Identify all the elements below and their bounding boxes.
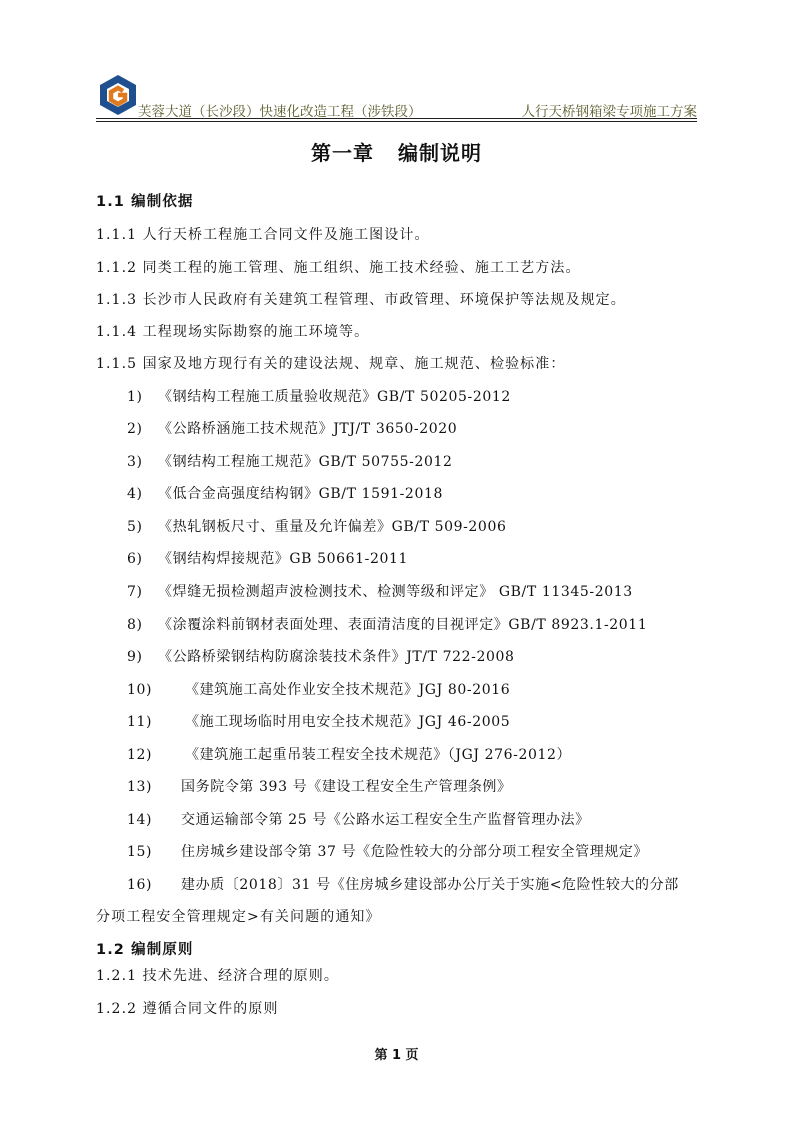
- list-item: [127, 483, 443, 503]
- company-logo: [96, 73, 140, 117]
- paragraph-1-1-1: 1.1.1 人行天桥工程施工合同文件及施工图设计。: [96, 227, 430, 243]
- list-item-text: 国务院令第 393 号《建设工程安全生产管理条例》: [181, 779, 512, 795]
- list-item-number: 15): [127, 844, 153, 860]
- list-item-number: 8): [127, 617, 143, 633]
- list-item-text: 建办质〔2018〕31 号《住房城乡建设部办公厅关于实施<危险性较大的分部: [181, 877, 679, 893]
- header-project-name: 芙蓉大道（长沙段）快速化改造工程（涉铁段）: [138, 104, 422, 120]
- list-item-text: 《低合金高强度结构钢》GB/T 1591-2018: [158, 486, 443, 502]
- list-item-continuation: 分项工程安全管理规定>有关问题的通知》: [96, 909, 381, 925]
- chapter-title: [0, 137, 793, 166]
- list-item-number: 1): [127, 389, 143, 405]
- section-heading-1-2: 1.2 编制原则: [96, 942, 194, 958]
- paragraph-1-2-1: 1.2.1 技术先进、经济合理的原则。: [96, 968, 339, 984]
- list-item-text: 《焊缝无损检测超声波检测技术、检测等级和评定》 GB/T 11345-2013: [158, 584, 633, 600]
- list-item: [127, 874, 679, 894]
- list-item: [127, 776, 512, 796]
- list-item-text: 《建筑施工高处作业安全技术规范》JGJ 80-2016: [185, 682, 511, 698]
- list-item-number: 4): [127, 486, 143, 502]
- list-item: [127, 451, 452, 471]
- list-item: [127, 744, 571, 764]
- list-item-number: 13): [127, 779, 153, 795]
- chapter-number: 第一章: [311, 141, 374, 165]
- chapter-name: 编制说明: [398, 141, 482, 165]
- list-item: [127, 548, 408, 568]
- list-item: [127, 516, 506, 536]
- list-item-text: 交通运输部令第 25 号《公路水运工程安全生产监督管理办法》: [181, 812, 590, 828]
- header-rule: [96, 118, 697, 119]
- paragraph-1-1-3: 1.1.3 长沙市人民政府有关建筑工程管理、市政管理、环境保护等法规及规定。: [96, 292, 626, 308]
- list-item-number: 10): [127, 682, 153, 698]
- list-item-text: 《施工现场临时用电安全技术规范》JGJ 46-2005: [185, 714, 511, 730]
- header-document-title: 人行天桥钢箱梁专项施工方案: [521, 104, 697, 120]
- list-item-text: 《公路桥梁钢结构防腐涂装技术条件》JT/T 722-2008: [158, 649, 515, 665]
- list-item-text: 《热轧钢板尺寸、重量及允许偏差》GB/T 509-2006: [158, 519, 507, 535]
- list-item-text: 《钢结构焊接规范》GB 50661-2011: [158, 551, 409, 567]
- list-item-number: 11): [127, 714, 153, 730]
- list-item-text: 《钢结构工程施工质量验收规范》GB/T 50205-2012: [158, 389, 511, 405]
- list-item: [127, 386, 511, 406]
- list-item-text: 《涂覆涂料前钢材表面处理、表面清洁度的目视评定》GB/T 8923.1-2011: [158, 617, 648, 633]
- list-item: [127, 614, 647, 634]
- list-item-number: 9): [127, 649, 143, 665]
- paragraph-1-1-2: 1.1.2 同类工程的施工管理、施工组织、施工技术经验、施工工艺方法。: [96, 260, 581, 276]
- list-item: [127, 581, 633, 601]
- page-number: 第 1 页: [374, 1048, 419, 1063]
- list-item: [127, 679, 510, 699]
- list-item: [127, 809, 590, 829]
- list-item: [127, 418, 457, 438]
- list-item: [127, 646, 515, 666]
- section-heading-1-1: 1.1 编制依据: [96, 194, 194, 210]
- list-item-text: 《建筑施工起重吊装工程安全技术规范》（JGJ 276-2012）: [185, 747, 572, 763]
- list-item-text: 《钢结构工程施工规范》GB/T 50755-2012: [158, 454, 453, 470]
- list-item: [127, 711, 510, 731]
- list-item-number: 16): [127, 877, 153, 893]
- list-item-number: 7): [127, 584, 143, 600]
- list-item: [127, 841, 648, 861]
- list-item-number: 14): [127, 812, 153, 828]
- list-item-text: 《公路桥涵施工技术规范》JTJ/T 3650-2020: [158, 421, 458, 437]
- list-item-number: 6): [127, 551, 143, 567]
- list-item-number: 2): [127, 421, 143, 437]
- paragraph-1-1-5: 1.1.5 国家及地方现行有关的建设法规、规章、施工规范、检验标准：: [96, 356, 566, 372]
- list-item-number: 12): [127, 747, 153, 763]
- list-item-number: 5): [127, 519, 143, 535]
- list-item-text: 住房城乡建设部令第 37 号《危险性较大的分部分项工程安全管理规定》: [181, 844, 649, 860]
- list-item-number: 3): [127, 454, 143, 470]
- header-rule-thin: [96, 121, 697, 122]
- paragraph-1-2-2: 1.2.2 遵循合同文件的原则: [96, 1001, 279, 1017]
- paragraph-1-1-4: 1.1.4 工程现场实际勘察的施工环境等。: [96, 324, 370, 340]
